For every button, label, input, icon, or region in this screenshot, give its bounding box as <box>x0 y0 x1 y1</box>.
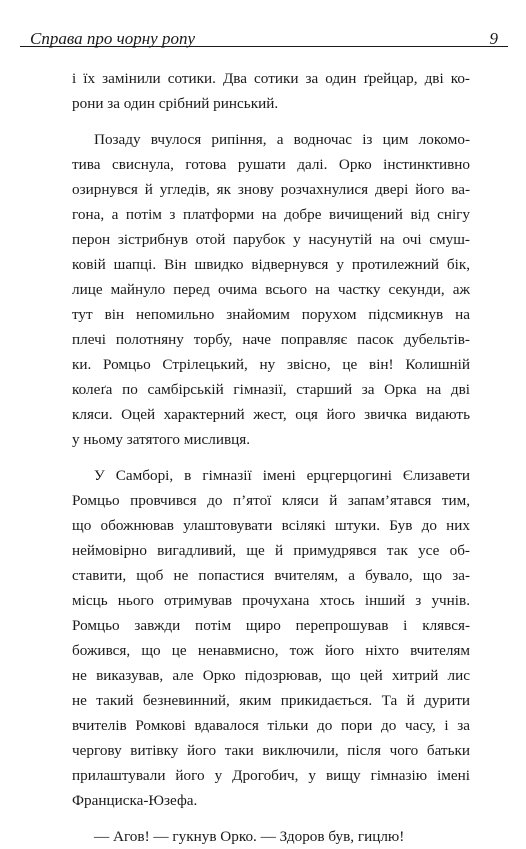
text-line: божився, що це ненавмисно, тож його ніхто вчителям <box>72 642 470 659</box>
text-line: і їх замінили сотики. Два сотики за один ґрейцар, дві ко- <box>72 70 470 87</box>
paragraph <box>72 463 470 813</box>
text-line: тут він непомильно знайомим порухом підсмикнув на <box>72 306 470 323</box>
running-header <box>20 12 508 47</box>
paragraph-gap <box>72 116 470 127</box>
page-number: 9 <box>489 29 498 48</box>
text-line: ковій шапці. Він швидко відвернувся у протилежний бік, <box>72 256 470 273</box>
text-line: озирнувся й угледів, як знову розчахнулися двері його ва- <box>72 181 470 198</box>
paragraph-gap <box>72 813 470 824</box>
text-line: вчителів Ромкові вдавалося тільки до пори до часу, і за <box>72 717 470 734</box>
text-line: лице майнуло перед очима всього на частку секунди, аж <box>72 281 470 298</box>
text-line: рони за один срібний ринський. <box>72 95 279 112</box>
text-line: тива свиснула, готова рушати далі. Орко інстинктивно <box>72 156 470 173</box>
paragraph-gap <box>72 452 470 463</box>
text-line: перон зістрибнув отой парубок у насунутій на очі смуш- <box>72 231 470 248</box>
text-line: що обожнював улаштовувати всілякі штуки. Був до них <box>72 517 470 534</box>
running-title: Справа про чорну ропу <box>30 29 195 48</box>
text-line: У Самборі, в гімназії імені ерцгерцогині Єлизавети <box>94 467 470 484</box>
text-line: не такий безневинний, яким прикидається. Та й дурити <box>72 692 470 709</box>
paragraph <box>72 66 470 116</box>
body-text <box>72 66 470 849</box>
text-line: — Агов! — гукнув Орко. — Здоров був, гицлю! <box>94 828 405 845</box>
text-line: не виказував, але Орко підозрював, що цей хитрий лис <box>72 667 470 684</box>
text-line: кляси. Оцей характерний жест, оця його звичка видають <box>72 406 470 423</box>
text-line: Ромцьо завжди потім щиро перепрошував і клявся- <box>72 617 470 634</box>
text-line: гона, а потім з платформи на добре вичищений від снігу <box>72 206 470 223</box>
text-line: Позаду вчулося рипіння, а водночас із цим локомо- <box>94 131 470 148</box>
text-line: Ромцьо провчився до п’ятої кляси й запам’ятався тим, <box>72 492 470 509</box>
text-line: ки. Ромцьо Стрілецький, ну звісно, це він! Колишній <box>72 356 470 373</box>
text-line: ставити, щоб не попастися вчителям, а бувало, що за- <box>72 567 470 584</box>
text-line: місць нього отримував прочухана хтось інший з учнів. <box>72 592 470 609</box>
text-line: Франциска-Юзефа. <box>72 792 198 809</box>
text-line: чергову витівку його таки виключили, після чого батьки <box>72 742 470 759</box>
paragraph <box>72 127 470 452</box>
text-line: неймовірно вигадливий, ще й примудрявся так усе об- <box>72 542 470 559</box>
text-line: колеґа по самбірській гімназії, старший за Орка на дві <box>72 381 470 398</box>
paragraph <box>72 824 470 849</box>
text-line: прилаштували його у Дрогобич, у вищу гімназію імені <box>72 767 470 784</box>
text-line: у ньому затятого мисливця. <box>72 431 251 448</box>
text-line: плечі полотняну торбу, наче поправляє пасок дубельтів- <box>72 331 470 348</box>
